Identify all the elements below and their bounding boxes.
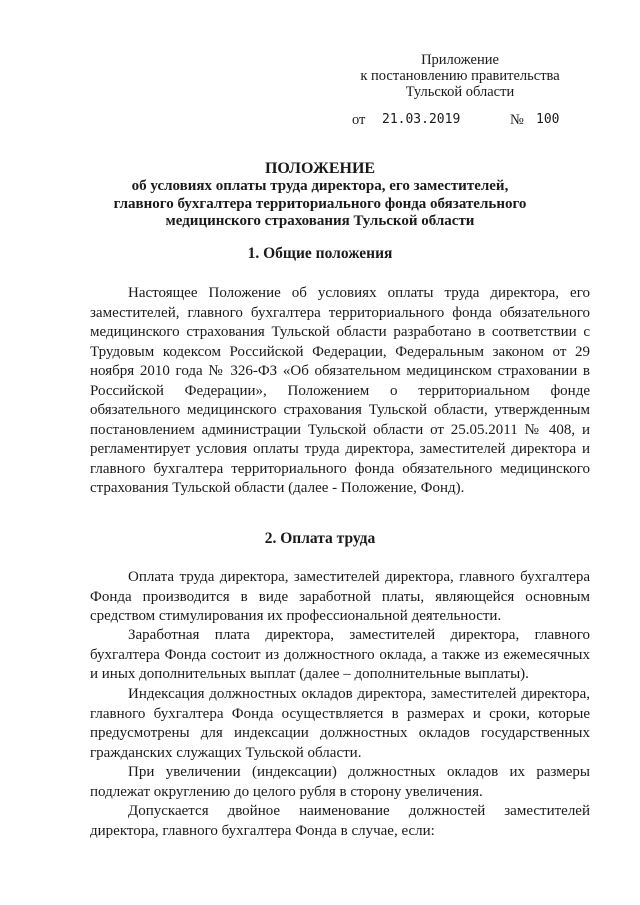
- number-label: №: [510, 112, 524, 128]
- title-sub-line-3: медицинского страхования Тульской области: [165, 213, 475, 229]
- appendix-line-2: к постановлению правительства: [360, 68, 560, 84]
- number-value: 100: [536, 112, 560, 127]
- title-sub-line-1: об условиях оплаты труда директора, его заместителей,: [131, 178, 509, 194]
- title-sub-line-2: главного бухгалтера территориального фонда обязательного: [113, 195, 527, 212]
- date-label: от: [352, 112, 366, 128]
- section-2-paragraph-4: При увеличении (индексации) должностных окладов их размеры подлежат округлению до целого рубля в сторону увеличения.: [90, 764, 590, 800]
- section-1-paragraph: Настоящее Положение об условиях оплаты труда директора, его заместителей, главного бухгалтера территориального фонда обязательного медицинского страхования Тульской области разработано в соответствии с Трудовым кодексом Российской Федерации, Федеральным законом от 29 ноября 2010 года № 326-ФЗ «Об обязательном медицинском страховании в Российской Федерации», Положением о территориальном фонде обязательного медицинского страхования Тульской области, утвержденным постановлением администрации Тульской области от 25.05.2011 № 408, и регламентирует условия оплаты труда директора, заместителей директора и главного бухгалтера территориального фонда обязательного медицинского страхования Тульской области (далее - Положение, Фонд).: [90, 285, 590, 496]
- section-2-paragraph-3: Индексация должностных окладов директора, заместителей директора, главного бухгалтера Фонда осуществляется в размерах и сроки, которые предусмотрены для индексации должностных окладов государственных гражданских служащих Тульской области.: [90, 686, 590, 761]
- appendix-block: [340, 52, 580, 100]
- section-2-heading: 2. Оплата труда: [264, 530, 376, 547]
- document-title: [60, 160, 580, 231]
- date-value: 21.03.2019: [382, 112, 461, 127]
- section-2-paragraph-5: Допускается двойное наименование должностей заместителей директора, главного бухгалтера Фонда в случае, если:: [90, 803, 590, 839]
- section-1-heading: 1. Общие положения: [247, 245, 393, 262]
- appendix-line-1: Приложение: [421, 52, 499, 68]
- section-2-paragraph-1: Оплата труда директора, заместителей директора, главного бухгалтера Фонда производится в виде заработной платы, являющейся основным средством стимулирования их профессиональной деятельности.: [90, 569, 590, 624]
- section-2-paragraph-2: Заработная плата директора, заместителей директора, главного бухгалтера Фонда состоит из должностного оклада, а также из ежемесячных и иных дополнительных выплат (далее – дополнительные выплаты).: [90, 627, 590, 682]
- appendix-line-3: Тульской области: [405, 84, 515, 100]
- title-main: ПОЛОЖЕНИЕ: [264, 160, 376, 177]
